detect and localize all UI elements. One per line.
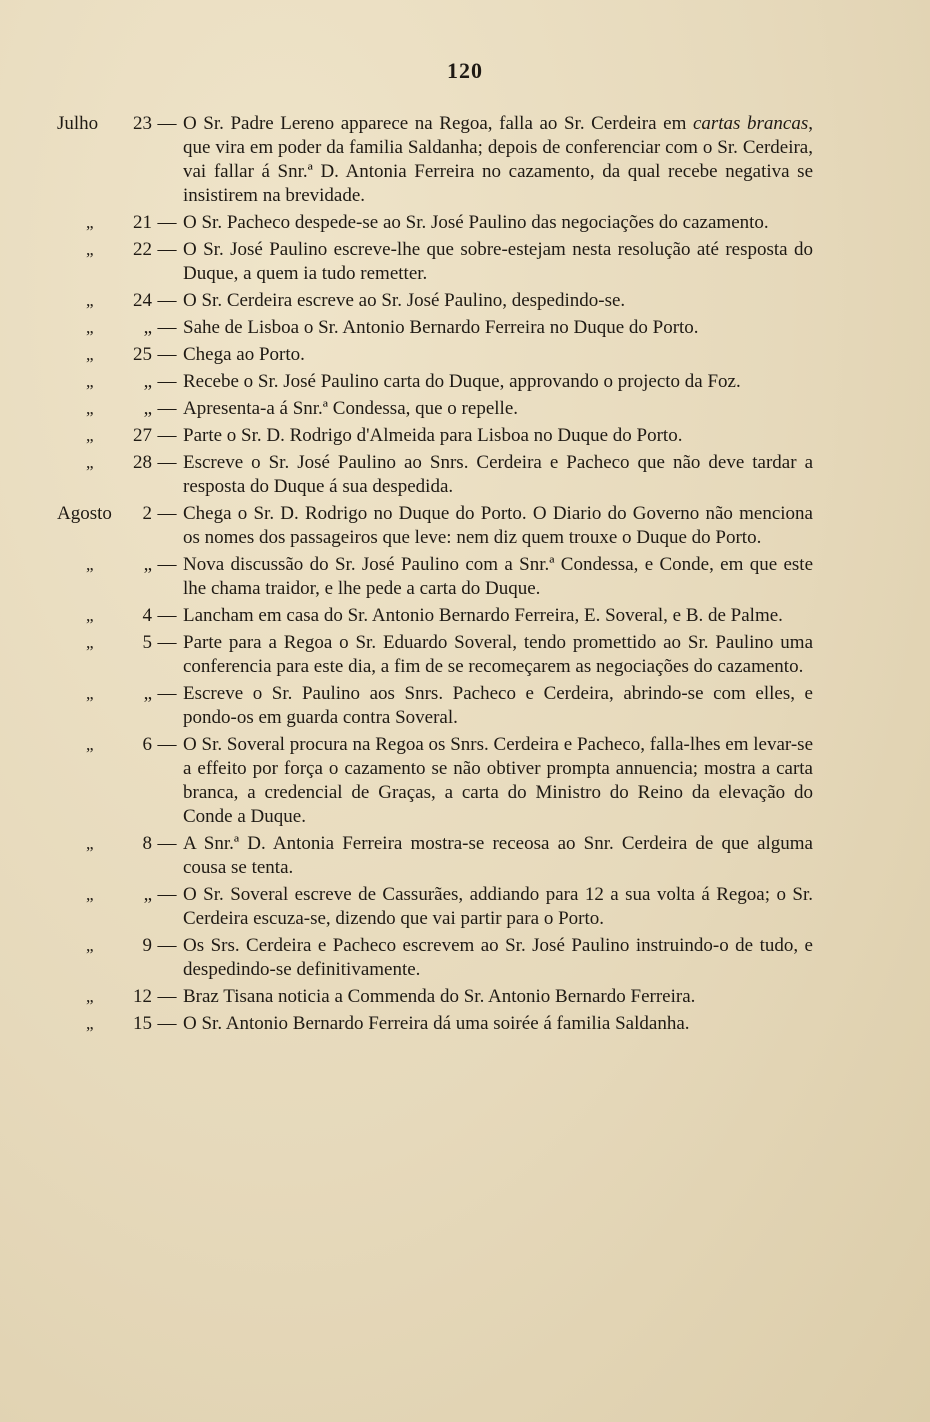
entry-text: Parte o Sr. D. Rodrigo d'Almeida para Lisboa no Duque do Porto. bbox=[183, 425, 683, 446]
list-item bbox=[0, 985, 930, 1009]
entry-ditto: „ bbox=[86, 291, 94, 310]
entry-day: „ bbox=[143, 398, 152, 419]
entry-text: Escreve o Sr. José Paulino ao Snrs. Cerdeira e Pacheco que não deve tardar a resposta do Duque á sua despedida. bbox=[183, 452, 813, 497]
entry-dash: — bbox=[157, 317, 177, 338]
entry-day: 27 bbox=[133, 425, 152, 446]
entry-text: Braz Tisana noticia a Commenda do Sr. Antonio Bernardo Ferreira. bbox=[183, 986, 696, 1007]
entry-text: O Sr. Antonio Bernardo Ferreira dá uma soirée á familia Saldanha. bbox=[183, 1013, 690, 1034]
list-item bbox=[0, 112, 930, 208]
list-item bbox=[0, 733, 930, 829]
entry-day: 24 bbox=[133, 290, 152, 311]
list-item bbox=[0, 883, 930, 931]
entry-ditto: „ bbox=[86, 1014, 94, 1033]
entry-dash: — bbox=[157, 113, 177, 134]
entry-ditto: „ bbox=[86, 453, 94, 472]
entry-day: 12 bbox=[133, 986, 152, 1007]
entry-dash: — bbox=[157, 344, 177, 365]
entry-ditto: „ bbox=[86, 372, 94, 391]
entry-text: O Sr. Soveral escreve de Cassurães, addiando para 12 a sua volta á Regoa; o Sr. Cerdeira escuza-se, dizendo que vai partir para o Porto. bbox=[183, 884, 813, 929]
entry-dash: — bbox=[157, 212, 177, 233]
chronology-list bbox=[0, 112, 930, 1039]
entry-dash: — bbox=[157, 683, 177, 704]
entry-day: 6 bbox=[142, 734, 152, 755]
entry-day: 9 bbox=[142, 935, 152, 956]
entry-day: „ bbox=[143, 554, 152, 575]
entry-text: Os Srs. Cerdeira e Pacheco escrevem ao Sr. José Paulino instruindo-o de tudo, e despedindo-se definitivamente. bbox=[183, 935, 813, 980]
entry-ditto: „ bbox=[86, 987, 94, 1006]
entry-dash: — bbox=[157, 605, 177, 626]
entry-day: 23 bbox=[133, 113, 152, 134]
entry-text: O Sr. José Paulino escreve-lhe que sobre-estejam nesta resolução até resposta do Duque, a quem ia tudo remetter. bbox=[183, 239, 813, 284]
entry-dash: — bbox=[157, 734, 177, 755]
entry-dash: — bbox=[157, 398, 177, 419]
list-item bbox=[0, 424, 930, 448]
entry-text: Chega ao Porto. bbox=[183, 344, 305, 365]
list-item bbox=[0, 289, 930, 313]
entry-ditto: „ bbox=[86, 555, 94, 574]
list-item bbox=[0, 238, 930, 286]
page-number: 120 bbox=[447, 58, 483, 83]
entry-day: 8 bbox=[142, 833, 152, 854]
entry-day: 25 bbox=[133, 344, 152, 365]
list-item bbox=[0, 1012, 930, 1036]
entry-text: Chega o Sr. D. Rodrigo no Duque do Porto. O Diario do Governo não menciona os nomes dos passageiros que leve: nem diz quem trouxe o Duque do Porto. bbox=[183, 503, 813, 548]
list-item bbox=[0, 631, 930, 679]
entry-text: Lancham em casa do Sr. Antonio Bernardo Ferreira, E. Soveral, e B. de Palme. bbox=[183, 605, 783, 626]
entry-ditto: „ bbox=[86, 633, 94, 652]
entry-month: Julho bbox=[57, 113, 99, 134]
entry-ditto: „ bbox=[86, 345, 94, 364]
entry-dash: — bbox=[157, 632, 177, 653]
entry-ditto: „ bbox=[86, 399, 94, 418]
entry-month: Agosto bbox=[57, 503, 112, 524]
entry-ditto: „ bbox=[86, 426, 94, 445]
entry-day: „ bbox=[143, 317, 152, 338]
entry-text: Recebe o Sr. José Paulino carta do Duque, approvando o projecto da Foz. bbox=[183, 371, 741, 392]
entry-text: O Sr. Pacheco despede-se ao Sr. José Paulino das negociações do cazamento. bbox=[183, 212, 769, 233]
entry-day: 28 bbox=[133, 452, 152, 473]
entry-ditto: „ bbox=[86, 684, 94, 703]
list-item bbox=[0, 397, 930, 421]
entry-dash: — bbox=[157, 935, 177, 956]
entry-ditto: „ bbox=[86, 213, 94, 232]
entry-text: Nova discussão do Sr. José Paulino com a Snr.ª Condessa, e Conde, em que este lhe chama traidor, e lhe pede a carta do Duque. bbox=[183, 554, 813, 599]
entry-text: O Sr. Padre Lereno apparece na Regoa, falla ao Sr. Cerdeira em cartas brancas, que vira em poder da familia Saldanha; depois de conferenciar com o Sr. Cerdeira, vai fallar á Snr.ª D. Antonia Ferreira no cazamento, da qual recebe negativa se insistirem na brevidade. bbox=[183, 113, 813, 206]
entry-dash: — bbox=[157, 371, 177, 392]
italic-phrase: cartas brancas bbox=[692, 113, 809, 134]
list-item bbox=[0, 370, 930, 394]
entry-ditto: „ bbox=[86, 318, 94, 337]
list-item bbox=[0, 832, 930, 880]
entry-day: „ bbox=[143, 683, 152, 704]
entry-dash: — bbox=[157, 452, 177, 473]
entry-ditto: „ bbox=[86, 606, 94, 625]
entry-dash: — bbox=[157, 425, 177, 446]
entry-day: „ bbox=[143, 884, 152, 905]
entry-dash: — bbox=[157, 884, 177, 905]
entry-day: 21 bbox=[133, 212, 152, 233]
entry-text: O Sr. Soveral procura na Regoa os Snrs. Cerdeira e Pacheco, falla-lhes em levar-se a effeito por força o cazamento se não obtiver prompta annuencia; mostra a carta branca, a credencial de Graças, a carta do Ministro do Reino da elevação do Conde a Duque. bbox=[183, 734, 813, 827]
list-item bbox=[0, 211, 930, 235]
entry-dash: — bbox=[157, 290, 177, 311]
list-item bbox=[0, 934, 930, 982]
entry-ditto: „ bbox=[86, 834, 94, 853]
entry-dash: — bbox=[157, 986, 177, 1007]
entry-text: O Sr. Cerdeira escreve ao Sr. José Paulino, despedindo-se. bbox=[183, 290, 626, 311]
list-item bbox=[0, 343, 930, 367]
entry-text: Escreve o Sr. Paulino aos Snrs. Pacheco e Cerdeira, abrindo-se com elles, e pondo-os em guarda contra Soveral. bbox=[183, 683, 813, 728]
list-item bbox=[0, 502, 930, 550]
entry-dash: — bbox=[157, 554, 177, 575]
entry-day: 22 bbox=[133, 239, 152, 260]
entry-day: 15 bbox=[133, 1013, 152, 1034]
entry-ditto: „ bbox=[86, 936, 94, 955]
entry-ditto: „ bbox=[86, 735, 94, 754]
list-item bbox=[0, 682, 930, 730]
entry-dash: — bbox=[157, 833, 177, 854]
entry-day: „ bbox=[143, 371, 152, 392]
entry-text: Apresenta-a á Snr.ª Condessa, que o repelle. bbox=[183, 398, 518, 419]
entry-text: Sahe de Lisboa o Sr. Antonio Bernardo Ferreira no Duque do Porto. bbox=[183, 317, 699, 338]
list-item bbox=[0, 604, 930, 628]
entry-day: 5 bbox=[142, 632, 152, 653]
entry-day: 4 bbox=[142, 605, 152, 626]
list-item bbox=[0, 451, 930, 499]
entry-ditto: „ bbox=[86, 240, 94, 259]
entry-dash: — bbox=[157, 239, 177, 260]
entry-text: A Snr.ª D. Antonia Ferreira mostra-se receosa ao Snr. Cerdeira de que alguma cousa se tenta. bbox=[183, 833, 813, 878]
entry-day: 2 bbox=[142, 503, 152, 524]
list-item bbox=[0, 553, 930, 601]
entry-dash: — bbox=[157, 503, 177, 524]
list-item bbox=[0, 316, 930, 340]
entry-dash: — bbox=[157, 1013, 177, 1034]
entry-text: Parte para a Regoa o Sr. Eduardo Soveral, tendo promettido ao Sr. Paulino uma conferencia para este dia, a fim de se recomeçarem as negociações do cazamento. bbox=[183, 632, 813, 677]
entry-ditto: „ bbox=[86, 885, 94, 904]
